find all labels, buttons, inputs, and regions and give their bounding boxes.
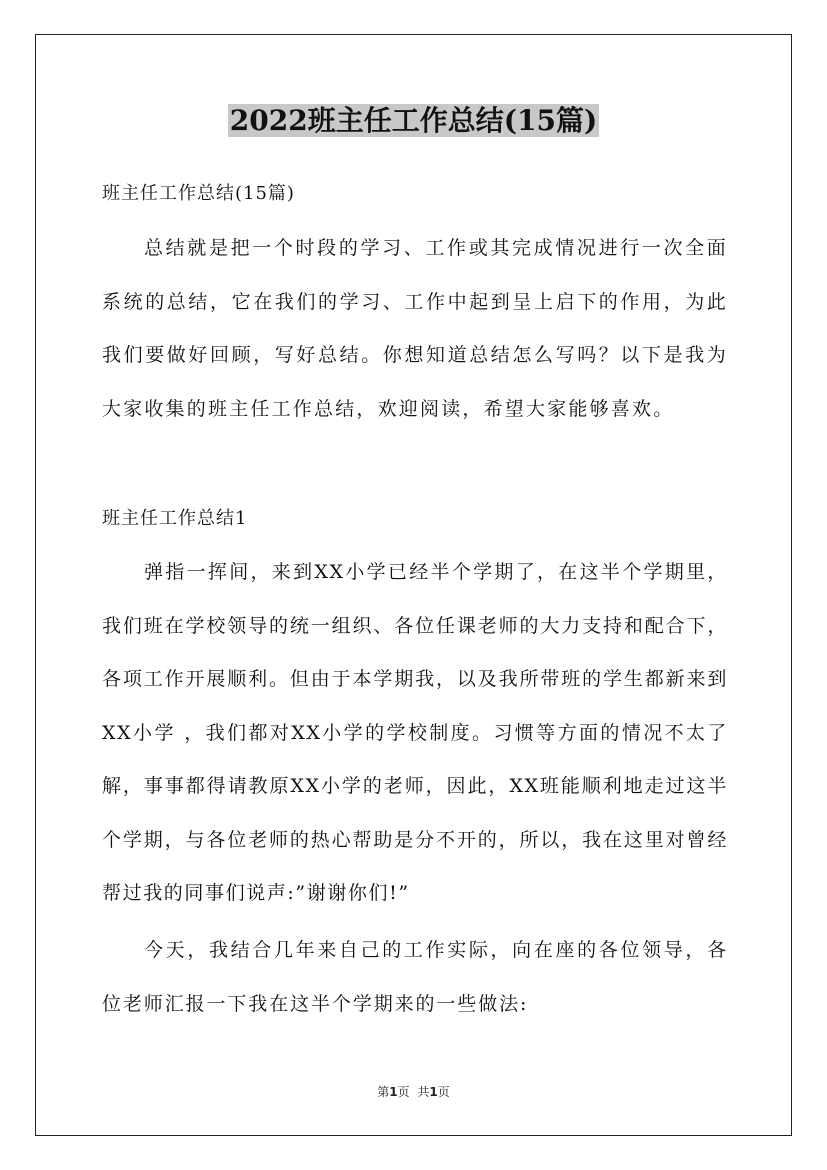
page-footer [0,1084,827,1100]
section-paragraph-2: 今天，我结合几年来自己的工作实际，向在座的各位领导，各位老师汇报一下我在这半个学期来的一些做法: [102,939,728,1015]
document-title [0,100,827,142]
footer-page-prefix: 第 [377,1085,390,1099]
intro-paragraph: 总结就是把一个时段的学习、工作或其完成情况进行一次全面系统的总结，它在我们的学习、工作中起到呈上启下的作用，为此我们要做好回顾，写好总结。你想知道总结怎么写吗？以下是我为大家收集的班主任工作总结，欢迎阅读，希望大家能够喜欢。 [102,237,728,420]
footer-page-suffix: 页 [397,1085,410,1099]
document-title-text: 2022班主任工作总结(15篇) [229,104,598,137]
footer-total-suffix: 页 [437,1085,450,1099]
section-heading: 班主任工作总结1 [102,508,248,529]
footer-total-prefix: 共 [417,1085,430,1099]
footer-page-current: 1 [389,1085,398,1099]
section-paragraph-1: 弹指一挥间，来到XX小学已经半个学期了，在这半个学期里，我们班在学校领导的统一组织、各位任课老师的大力支持和配合下，各项工作开展顺利。但由于本学期我，以及我所带班的学生都新来到XX小学 ，我们都对XX小学的学校制度。习惯等方面的情况不太了解，事事都得请教原XX小学的老师，因此，XX班能顺利地走过这半个学期，与各位老师的热心帮助是分不开的，所以，我在这里对曾经帮过我的同事们说声:”谢谢你们!” [102,561,728,904]
footer-page-total: 1 [429,1085,438,1099]
document-subtitle: 班主任工作总结(15篇) [102,183,295,204]
